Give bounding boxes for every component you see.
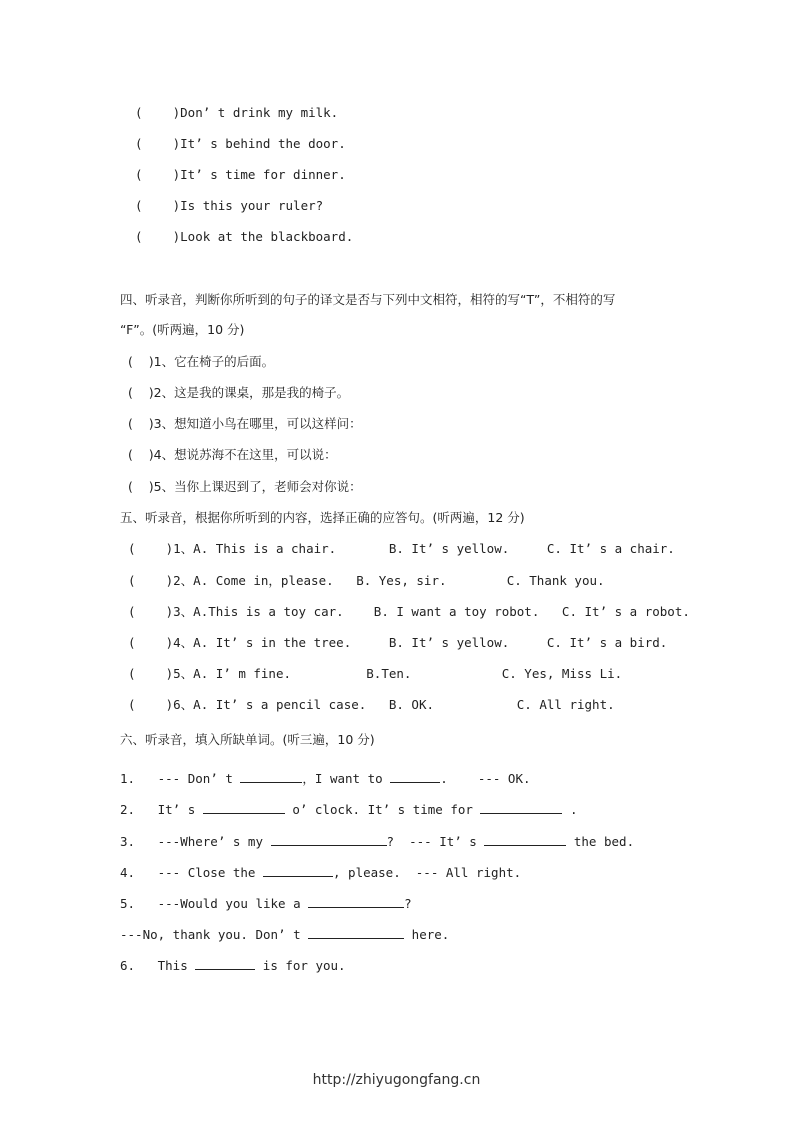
section6-question-4: 4. --- Close the , please. --- All right.: [120, 865, 522, 880]
section6-question-5: 5. ---Would you like a ?: [120, 896, 412, 911]
section6-question-3: 3. ---Where’ s my ? --- It’ s the bed.: [120, 834, 635, 849]
section3-item-3: ( )It’ s time for dinner.: [135, 167, 346, 182]
section3-item-5: ( )Look at the blackboard.: [135, 229, 354, 244]
section5-item-5: ( )5、A. I’ m fine. B.Ten. C. Yes, Miss Li.: [128, 666, 623, 681]
section6-title: 六、听录音，填入所缺单词。(听三遍，10 分): [120, 732, 375, 747]
answer-blank: [271, 833, 387, 846]
section4-item-2: ( )2、这是我的课桌，那是我的椅子。: [128, 385, 350, 400]
answer-blank: [263, 864, 333, 877]
section5-item-2: ( )2、A. Come in，please. B. Yes, sir. C. Thank you.: [128, 573, 605, 588]
section5-item-3: ( )3、A.This is a toy car. B. I want a toy robot. C. It’ s a robot.: [128, 604, 690, 619]
section4-item-3: ( )3、想知道小鸟在哪里，可以这样问：: [128, 416, 362, 431]
section4-item-1: ( )1、它在椅子的后面。: [128, 354, 275, 369]
section6-question-6: 6. This is for you.: [120, 958, 346, 973]
section6-question-1: 1. --- Don’ t ，I want to . --- OK.: [120, 771, 531, 786]
section5-title: 五、听录音，根据你所听到的内容，选择正确的应答句。(听两遍，12 分): [120, 510, 525, 525]
answer-blank: [308, 895, 404, 908]
section6-question-5-line2: ---No, thank you. Don’ t here.: [120, 927, 450, 942]
section5-item-1: ( )1、A. This is a chair. B. It’ s yellow. C. It’ s a chair.: [128, 541, 675, 556]
answer-blank: [308, 926, 404, 939]
section4-title-line1: 四、听录音，判断你所听到的句子的译文是否与下列中文相符，相符的写“T”，不相符的写: [120, 292, 616, 307]
section4-item-5: ( )5、当你上课迟到了，老师会对你说：: [128, 479, 362, 494]
answer-blank: [484, 833, 566, 846]
answer-blank: [480, 801, 562, 814]
section4-title-line2: “F”。(听两遍，10 分): [120, 322, 245, 337]
answer-blank: [240, 770, 302, 783]
section4-item-4: ( )4、想说苏海不在这里，可以说：: [128, 447, 337, 462]
answer-blank: [390, 770, 440, 783]
section3-item-2: ( )It’ s behind the door.: [135, 136, 346, 151]
section3-item-4: ( )Is this your ruler?: [135, 198, 324, 213]
section5-item-6: ( )6、A. It’ s a pencil case. B. OK. C. All right.: [128, 697, 615, 712]
footer-url: http://zhiyugongfang.cn: [312, 1072, 481, 1088]
section5-item-4: ( )4、A. It’ s in the tree. B. It’ s yellow. C. It’ s a bird.: [128, 635, 668, 650]
answer-blank: [195, 957, 255, 970]
section6-question-2: 2. It’ s o’ clock. It’ s time for .: [120, 802, 578, 817]
section3-item-1: ( )Don’ t drink my milk.: [135, 105, 339, 120]
answer-blank: [203, 801, 285, 814]
